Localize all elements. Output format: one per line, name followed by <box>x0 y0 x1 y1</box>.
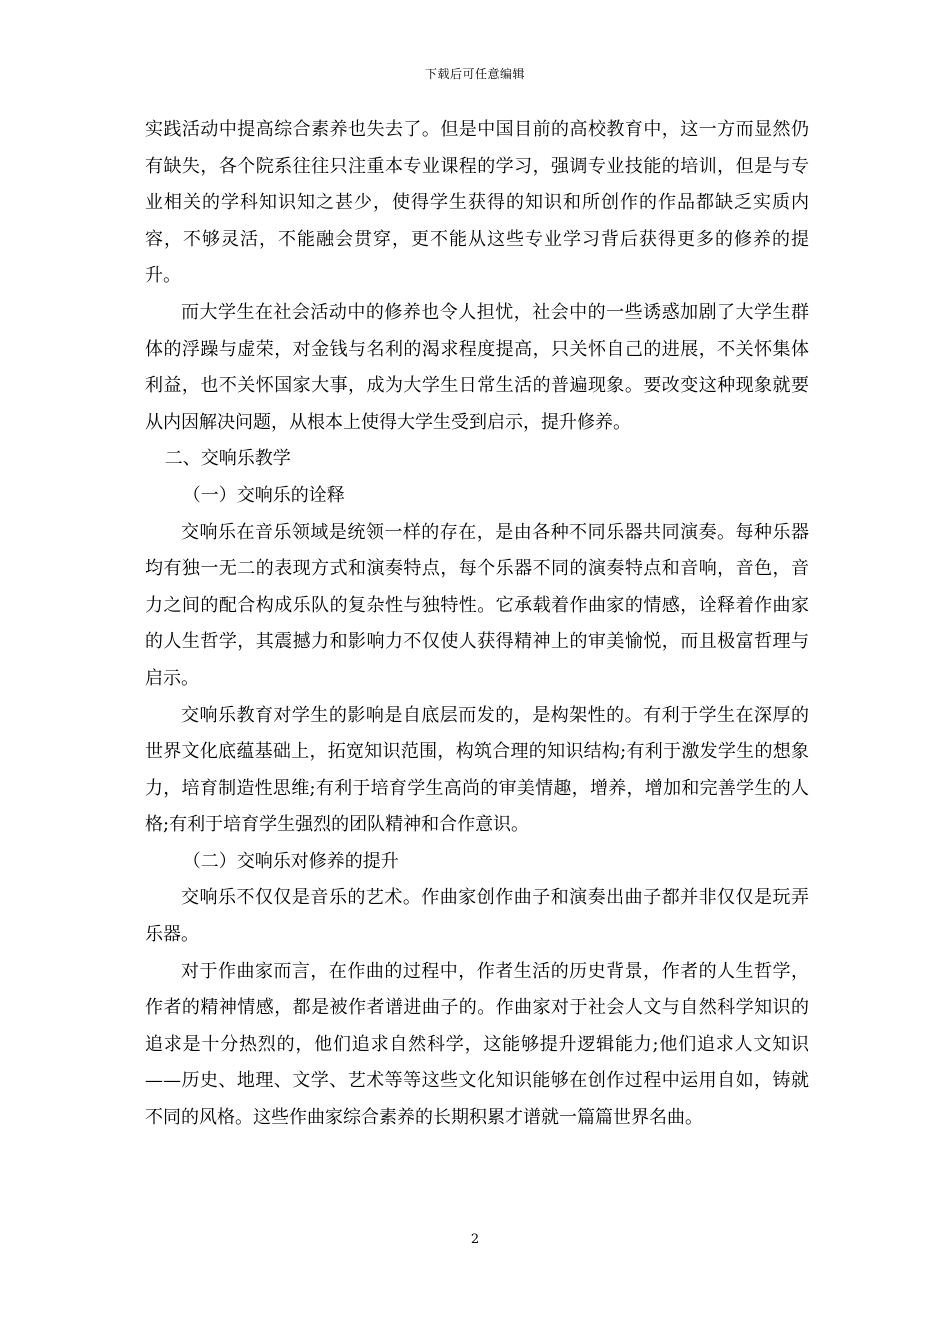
page-header: 下载后可任意编辑 <box>424 67 525 81</box>
paragraph-student-cultivation: 而大学生在社会活动中的修养也令人担忧，社会中的一些诱惑加剧了大学生群体的浮躁与虚荣，对金钱与名利的渴求程度提高，只关怀自己的进展，不关怀集体利益，也不关怀国家大事，成为大学生日常生活的普遍现象。要改变这种现象就要从内因解决问题，从根本上使得大学生受到启示，提升修养。 <box>145 301 809 433</box>
paragraph-symphony-definition: 交响乐在音乐领域是统领一样的存在，是由各种不同乐器共同演奏。每种乐器均有独一无二的表现方式和演奏特点，每个乐器不同的演奏特点和音响，音色，音力之间的配合构成乐队的复杂性与独特性。它承载着作曲家的情感，诠释着作曲家的人生哲学，其震撼力和影响力不仅使人获得精神上的审美愉悦，而且极富哲理与启示。 <box>145 521 809 689</box>
paragraph-symphony-education: 交响乐教育对学生的影响是自底层而发的，是构架性的。有利于学生在深厚的世界文化底蕴基础上，拓宽知识范围，构筑合理的知识结构;有利于激发学生的想象力，培育制造性思维;有利于培育学生高尚的审美情趣，增养，增加和完善学生的人格;有利于培育学生强烈的团队精神和合作意识。 <box>145 704 809 836</box>
document-body <box>145 112 809 1137</box>
paragraph-composer: 对于作曲家而言，在作曲的过程中，作者生活的历史背景，作者的人生哲学，作者的精神情感，都是被作者谱进曲子的。作曲家对于社会人文与自然科学知识的追求是十分热烈的，他们追求自然科学，这能够提升逻辑能力;他们追求人文知识——历史、地理、文学、艺术等等这些文化知识能够在创作过程中运用自如，铸就不同的风格。这些作曲家综合素养的长期积累才谱就一篇篇世界名曲。 <box>145 960 809 1129</box>
subsection-heading-cultivation: （二）交响乐对修养的提升 <box>182 850 399 872</box>
paragraph-symphony-art: 交响乐不仅仅是音乐的艺术。作曲家创作曲子和演奏出曲子都并非仅仅是玩弄乐器。 <box>145 887 809 946</box>
paragraph-continuation: 实践活动中提高综合素养也失去了。但是中国目前的高校教育中，这一方而显然仍有缺失，各个院系往往只注重本专业课程的学习，强调专业技能的培训，但是与专业相关的学科知识知之甚少，使得学生获得的知识和所创作的作品都缺乏实质内容，不够灵活，不能融会贯穿，更不能从这些专业学习背后获得更多的修养的提升。 <box>145 119 809 287</box>
subsection-heading-interpretation: （一）交响乐的诠释 <box>182 484 345 506</box>
page-number: 2 <box>470 1232 480 1247</box>
section-heading-symphony-teaching: 二、交响乐教学 <box>164 448 291 470</box>
